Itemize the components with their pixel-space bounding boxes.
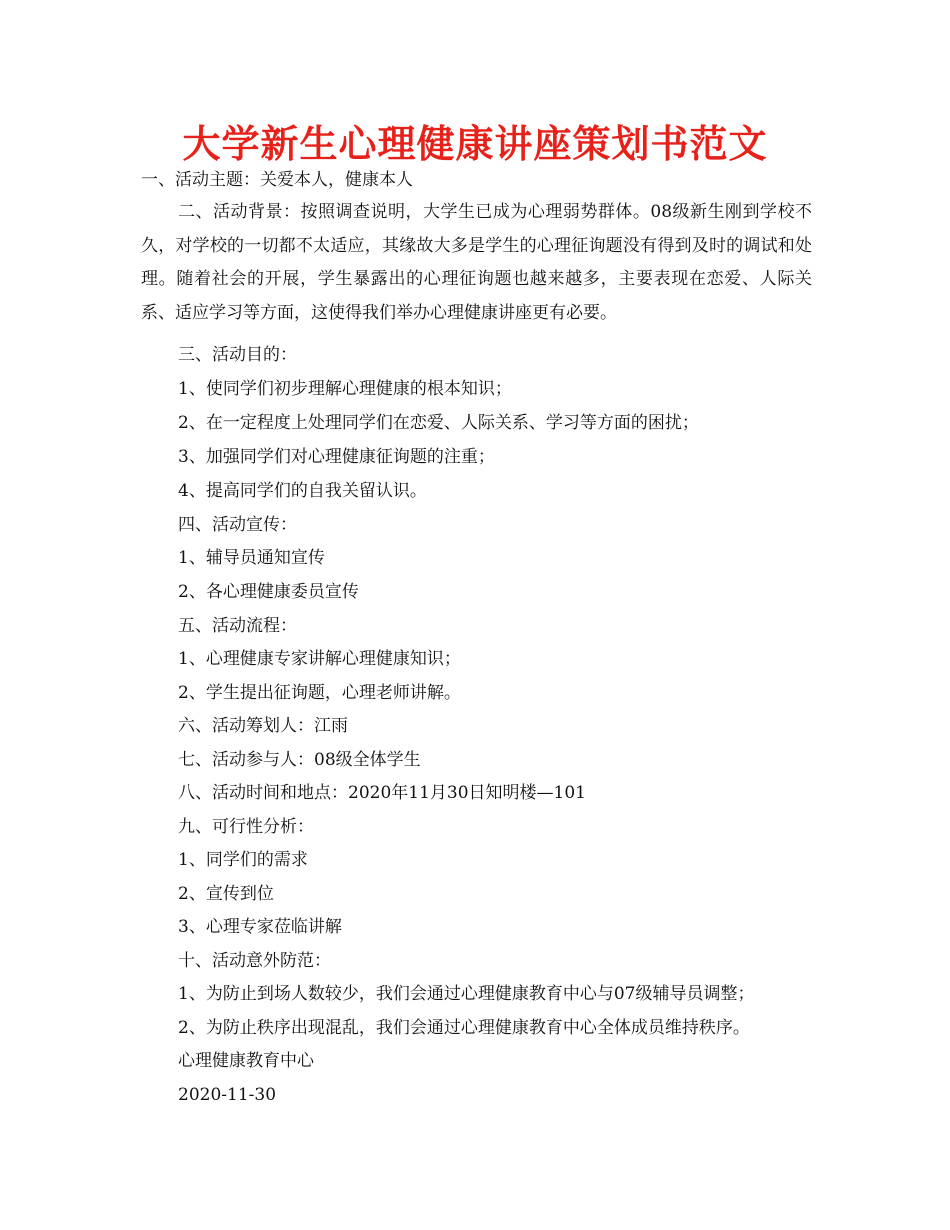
list-item: 3、心理专家莅临讲解 — [178, 917, 342, 937]
list-item: 2、宣传到位 — [178, 884, 274, 904]
list-item: 1、为防止到场人数较少，我们会通过心理健康教育中心与07级辅导员调整； — [178, 984, 755, 1004]
list-item: 1、同学们的需求 — [178, 850, 308, 870]
signature-date: 2020-11-30 — [178, 1085, 277, 1105]
list-item: 2、学生提出征询题，心理老师讲解。 — [178, 683, 461, 703]
list-item: 4、提高同学们的自我关留认识。 — [178, 481, 427, 501]
section-time-location: 八、活动时间和地点：2020年11月30日知明楼—101 — [178, 783, 586, 803]
section-publicity-heading: 四、活动宣传： — [178, 515, 297, 535]
list-item: 2、各心理健康委员宣传 — [178, 582, 359, 602]
section-participants: 七、活动参与人：08级全体学生 — [178, 750, 421, 770]
section-feasibility-heading: 九、可行性分析： — [178, 817, 314, 837]
section-contingency-heading: 十、活动意外防范： — [178, 951, 331, 971]
background-paragraph: 二、活动背景：按照调查说明，大学生已成为心理弱势群体。08级新生刚到学校不久，对学校的一切都不太适应，其缘故大多是学生的心理征询题没有得到及时的调试和处理。随着社会的开展，学生暴露出的心理征询题也越来越多，主要表现在恋爱、人际关系、适应学习等方面，这使得我们举办心理健康讲座更有必要。 — [141, 202, 812, 323]
section-process-heading: 五、活动流程： — [178, 616, 297, 636]
document-title: 大学新生心理健康讲座策划书范文 — [182, 122, 768, 166]
list-item: 3、加强同学们对心理健康征询题的注重； — [178, 447, 495, 467]
section-planner: 六、活动筹划人：江雨 — [178, 716, 348, 736]
list-item: 2、为防止秩序出现混乱，我们会通过心理健康教育中心全体成员维持秩序。 — [178, 1018, 750, 1038]
list-item: 1、心理健康专家讲解心理健康知识； — [178, 649, 461, 669]
list-item: 2、在一定程度上处理同学们在恋爱、人际关系、学习等方面的困扰； — [178, 413, 699, 433]
list-item: 1、辅导员通知宣传 — [178, 548, 325, 568]
list-item: 1、使同学们初步理解心理健康的根本知识； — [178, 379, 512, 399]
signature-organization: 心理健康教育中心 — [178, 1051, 314, 1071]
theme-line: 一、活动主题：关爱本人，健康本人 — [141, 170, 413, 190]
section-purpose-heading: 三、活动目的： — [178, 345, 297, 365]
